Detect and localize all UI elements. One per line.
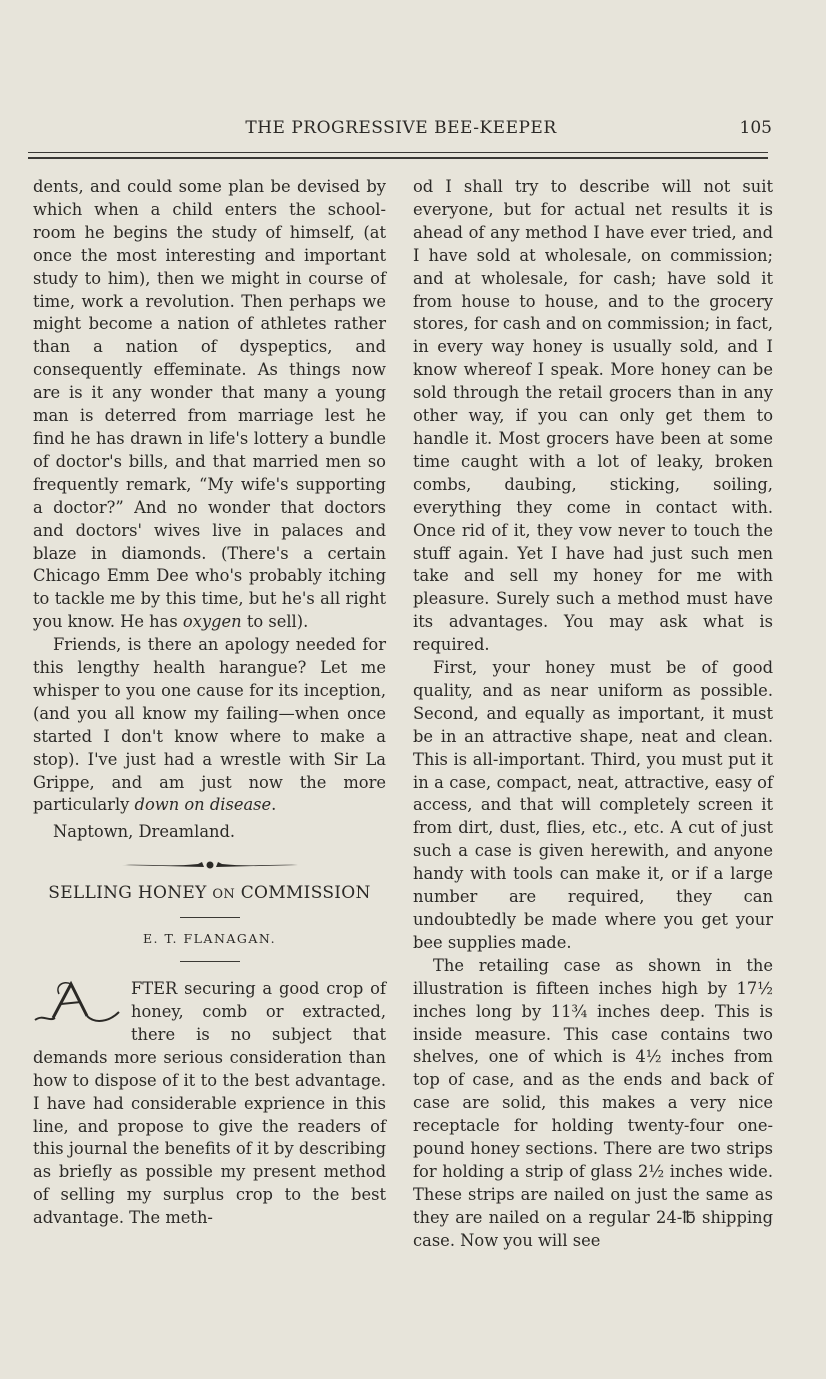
paragraph: First, your honey must be of good quality, and as near uniform as possible. Second, and equally as important, it must be in an attractive shape, neat and clean. This is all-important. Third, you must put it in a case, compact, neat, attractive, easy of access, and that will completely screen it from dirt, dust, flies, etc., etc. A cut of just such a case is given herewith, and anyone handy with tools can make it, or if a large number are required, they can undoubtedly be made where you get your bee supplies made.	[413, 658, 773, 952]
paragraph	[33, 634, 386, 817]
article-body	[33, 978, 386, 1230]
paragraph	[33, 176, 386, 634]
title-text-small: ON	[212, 887, 236, 903]
text-run: dents, and could some plan be devised by which when a child enters the school-room he begins the study of himself, (at once the most interesting and important study to him), then we might in course of time, work a revolution. Then perhaps we might become a nation of athletes rather than a nation of dyspeptics, and consequently effeminate. As things now are is it any wonder that many a young man is deterred from marriage lest he find he has drawn in life's lottery a bundle of doctor's bills, and that married men so frequently remark, “My wife's supporting a doctor?” And no wonder that doctors and doctors' wives live in palaces and blaze in diamonds. (There's a certain Chicago Emm Dee who's probably itching to tackle me by this time, but he's all right you know. He has	[33, 177, 386, 632]
text-run: .	[271, 795, 277, 815]
article-author: E. T. FLANAGAN.	[142, 931, 277, 947]
title-text: SELLING HONEY	[48, 883, 213, 904]
signoff: Naptown, Dreamland.	[53, 822, 236, 842]
paragraph: The retailing case as shown in the illustration is fifteen inches high by 17½ inches long by 11¾ inches deep. This is inside measure. This case contains two shelves, one of which is 4½ inches from top of case, and as the ends and back of case are solid, this makes a very nice receptacle for holding twenty-four one-pound honey sections. There are two strips for holding a strip of glass 2½ inches wide. These strips are nailed on just the same as they are nailed on a regular 24-℔ shipping case. Now you will see	[413, 955, 773, 1250]
header-double-rule	[28, 152, 768, 159]
page-number: 105	[739, 118, 772, 138]
paragraph: FTER securing a good crop of honey, comb or extracted, there is no subject that demands more serious consideration than how to dispose of it to the best advantage. I have had considerable exprience in this line, and propose to give the readers of this journal the benefits of it by describing as briefly as possible my present method of selling my surplus crop to the best advantage. The meth-	[33, 979, 386, 1228]
article-title	[33, 882, 386, 907]
journal-title: THE PROGRESSIVE BEE-KEEPER	[245, 118, 557, 138]
title-text: COMMISSION	[235, 883, 371, 904]
author-rule	[180, 961, 240, 962]
paragraph: od I shall try to describe will not suit everyone, but for actual net results it is ahead of any method I have ever tried, and I have sold at wholesale, on commission; and at wholesale, for cash; have sold it from house to house, and to the grocery stores, for cash and on commission; in fact, in every way honey is usually sold, and I know whereof I speak. More honey can be sold through the retail grocers than in any other way, if you can only get them to handle it. Most grocers have been at some time caught with a lot of leaky, broken combs, daubing, sticking, soiling, everything they come in contact with. Once rid of it, they vow never to touch the stuff again. Yet I have had just such men take and sell my honey for me with pleasure. Surely such a method must have its advantages. You may ask what is required.	[413, 177, 773, 655]
text-run: Friends, is there an apology needed for this lengthy health harangue? Let me whisper to you one cause for its inception, (and you all know my failing—when once started I don't know where to make a stop). I've just had a wrestle with Sir La Grippe, and am just now the more particularly	[33, 635, 386, 815]
title-rule	[180, 917, 240, 918]
italic-text: down on disease	[134, 795, 272, 815]
text-run: to sell).	[241, 612, 309, 632]
italic-text: oxygen	[182, 612, 242, 632]
drop-cap-letter-icon	[33, 978, 131, 1024]
left-column	[33, 176, 386, 1230]
ornament-divider-icon	[120, 858, 300, 872]
running-header	[30, 118, 772, 142]
right-column	[413, 176, 773, 1253]
